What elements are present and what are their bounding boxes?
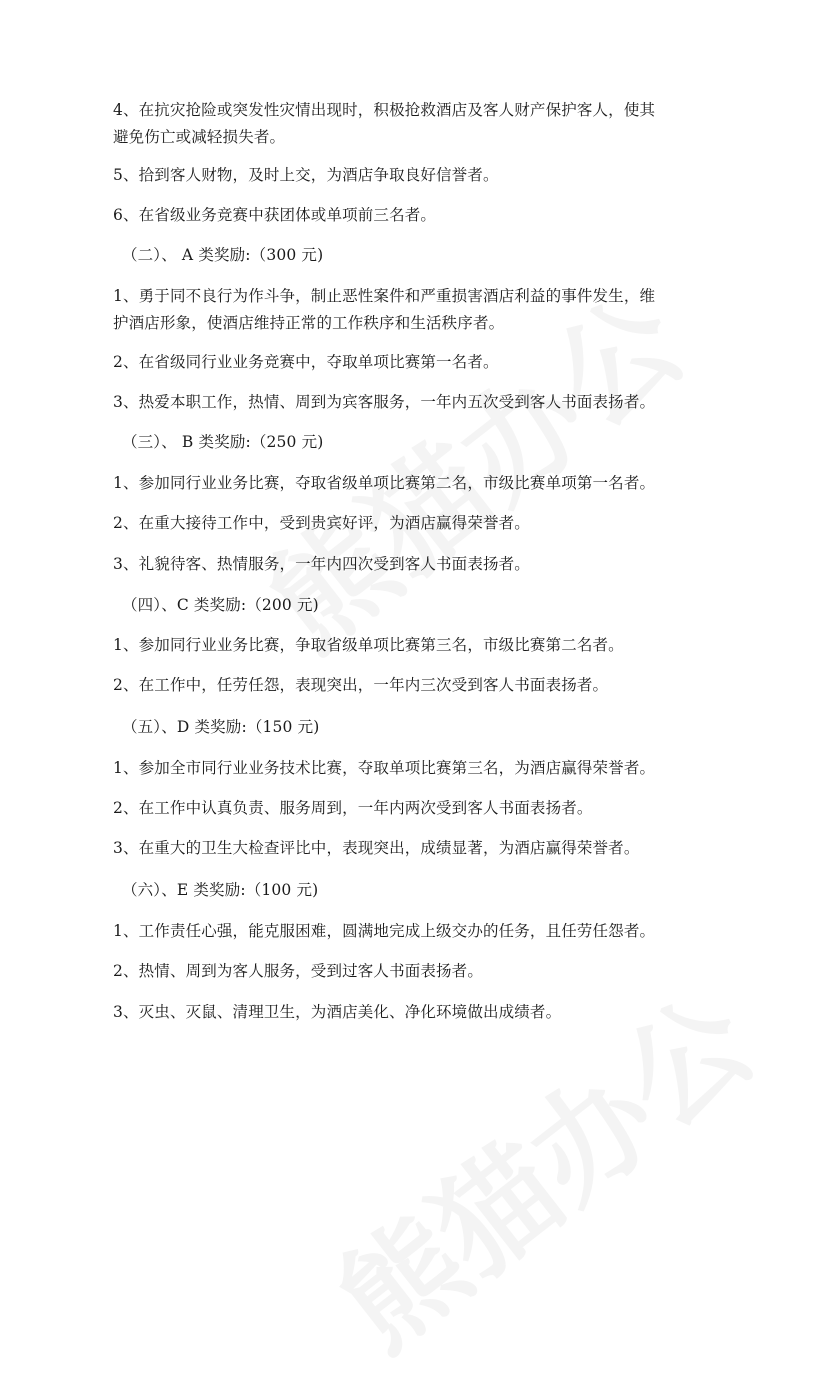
paragraph-line: 1、参加同行业业务比赛，夺取省级单项比赛第二名，市级比赛单项第一名者。 <box>113 474 656 492</box>
section-heading: （三）、 B 类奖励:（250 元) <box>122 433 324 451</box>
paragraph-line: 3、灭虫、灭鼠、清理卫生，为酒店美化、净化环境做出成绩者。 <box>113 1003 562 1021</box>
section-heading: （六）、E 类奖励:（100 元) <box>122 881 319 899</box>
paragraph-line: 护酒店形象，使酒店维持正常的工作秩序和生活秩序者。 <box>113 314 505 332</box>
paragraph-line: 1、参加全市同行业业务技术比赛，夺取单项比赛第三名，为酒店赢得荣誉者。 <box>113 759 656 777</box>
paragraph-line: 避免伤亡或减轻损失者。 <box>113 128 286 146</box>
paragraph-line: 1、勇于同不良行为作斗争，制止恶性案件和严重损害酒店利益的事件发生，维 <box>113 287 656 305</box>
paragraph-line: 2、热情、周到为客人服务，受到过客人书面表扬者。 <box>113 962 483 980</box>
paragraph-line: 3、礼貌待客、热情服务，一年内四次受到客人书面表扬者。 <box>113 555 530 573</box>
paragraph-line: 1、参加同行业业务比赛，争取省级单项比赛第三名，市级比赛第二名者。 <box>113 636 624 654</box>
paragraph-line: 3、在重大的卫生大检查评比中，表现突出，成绩显著，为酒店赢得荣誉者。 <box>113 839 640 857</box>
paragraph-line: 5、拾到客人财物，及时上交，为酒店争取良好信誉者。 <box>113 166 499 184</box>
paragraph-line: 1、工作责任心强，能克服困难，圆满地完成上级交办的任务，且任劳任怨者。 <box>113 922 656 940</box>
paragraph-line: 3、热爱本职工作，热情、周到为宾客服务，一年内五次受到客人书面表扬者。 <box>113 393 656 411</box>
paragraph-line: 2、在重大接待工作中，受到贵宾好评，为酒店赢得荣誉者。 <box>113 514 530 532</box>
section-heading: （五）、D 类奖励:（150 元) <box>122 718 320 736</box>
section-heading: （四）、C 类奖励:（200 元) <box>122 596 319 614</box>
paragraph-line: 4、在抗灾抢险或突发性灾情出现时，积极抢救酒店及客人财产保护客人，使其 <box>113 101 656 119</box>
paragraph-line: 2、在省级同行业业务竞赛中，夺取单项比赛第一名者。 <box>113 353 499 371</box>
paragraph-line: 6、在省级业务竞赛中获团体或单项前三名者。 <box>113 206 437 224</box>
paragraph-line: 2、在工作中，任劳任怨，表现突出，一年内三次受到客人书面表扬者。 <box>113 676 609 694</box>
section-heading: （二）、 A 类奖励:（300 元) <box>122 246 324 264</box>
paragraph-line: 2、在工作中认真负责、服务周到，一年内两次受到客人书面表扬者。 <box>113 799 593 817</box>
